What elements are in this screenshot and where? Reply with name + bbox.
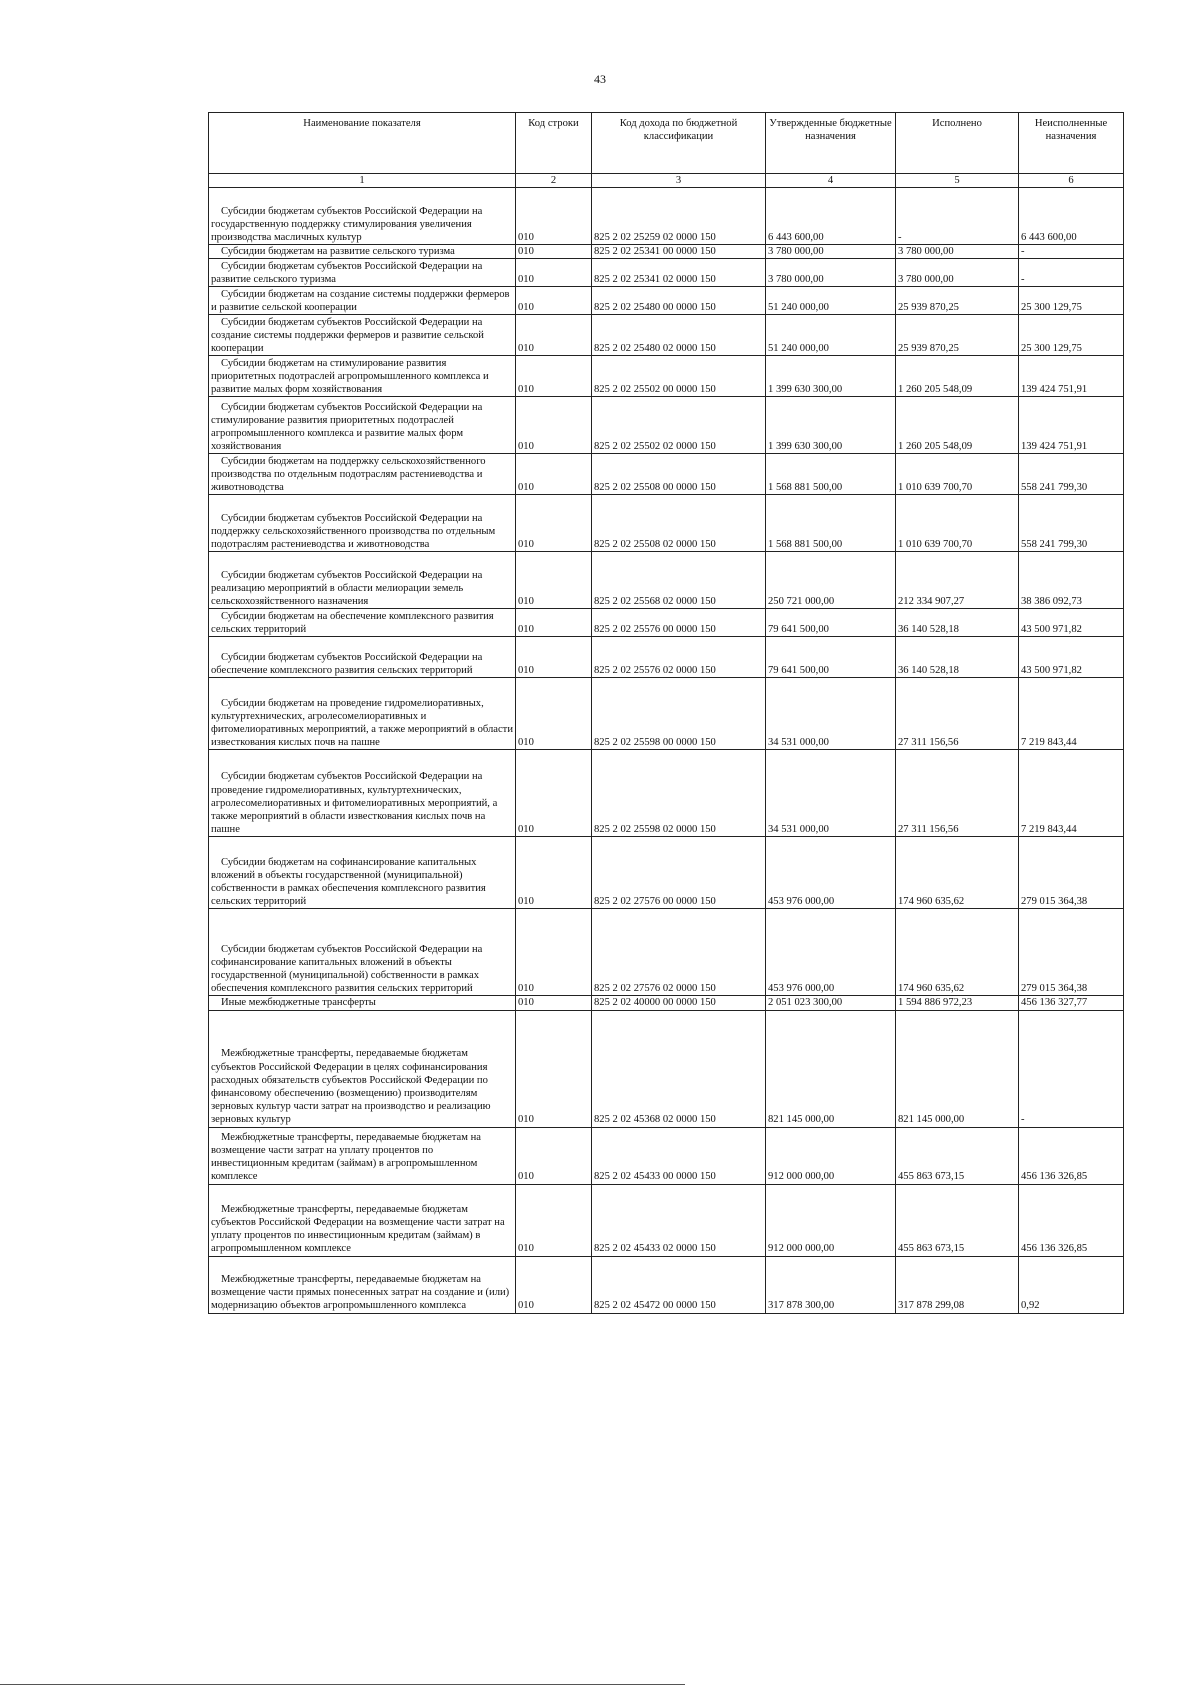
executed-amount: 3 780 000,00: [896, 259, 1019, 287]
header-line-code: Код строки: [516, 113, 592, 174]
line-code: 010: [516, 259, 592, 287]
indicator-name: Субсидии бюджетам на поддержку сельскохозяйственного производства по отдельным подотраслям растениеводства и животноводства: [209, 454, 516, 495]
table-row: [209, 245, 1124, 259]
income-code: 825 2 02 25576 00 0000 150: [592, 609, 766, 637]
income-code: 825 2 02 25508 02 0000 150: [592, 495, 766, 552]
indicator-name: Межбюджетные трансферты, передаваемые бюджетам на возмещение части прямых понесенных затрат на создание и (или) модернизацию объектов агропромышленного комплекса: [209, 1256, 516, 1313]
table-row: [209, 1010, 1124, 1127]
indicator-name: Субсидии бюджетам субъектов Российской Федерации на создание системы поддержки фермеров и развитие сельской кооперации: [209, 315, 516, 356]
line-code: 010: [516, 637, 592, 678]
table-row: [209, 750, 1124, 837]
approved-amount: 1 568 881 500,00: [766, 454, 896, 495]
executed-amount: 27 311 156,56: [896, 750, 1019, 837]
indicator-name: Иные межбюджетные трансферты: [209, 996, 516, 1010]
table-row: [209, 356, 1124, 397]
indicator-name: Субсидии бюджетам субъектов Российской Федерации на государственную поддержку стимулирования увеличения производства масличных культур: [209, 188, 516, 245]
table-row: [209, 259, 1124, 287]
executed-amount: 455 863 673,15: [896, 1127, 1019, 1184]
line-code: 010: [516, 1184, 592, 1256]
column-number: 4: [766, 174, 896, 188]
table-row: [209, 1127, 1124, 1184]
executed-amount: -: [896, 188, 1019, 245]
column-numbers-row: [209, 174, 1124, 188]
income-code: 825 2 02 27576 02 0000 150: [592, 909, 766, 996]
line-code: 010: [516, 750, 592, 837]
income-code: 825 2 02 25341 00 0000 150: [592, 245, 766, 259]
executed-amount: 36 140 528,18: [896, 637, 1019, 678]
income-code: 825 2 02 25576 02 0000 150: [592, 637, 766, 678]
line-code: 010: [516, 996, 592, 1010]
header-income-code: Код дохода по бюджетной классификации: [592, 113, 766, 174]
scan-edge-line: [0, 1684, 685, 1685]
approved-amount: 34 531 000,00: [766, 678, 896, 750]
unexecuted-amount: 279 015 364,38: [1019, 909, 1124, 996]
line-code: 010: [516, 678, 592, 750]
line-code: 010: [516, 1256, 592, 1313]
executed-amount: 25 939 870,25: [896, 315, 1019, 356]
line-code: 010: [516, 552, 592, 609]
table-row: [209, 678, 1124, 750]
income-code: 825 2 02 45433 00 0000 150: [592, 1127, 766, 1184]
table-row: [209, 495, 1124, 552]
income-code: 825 2 02 25598 02 0000 150: [592, 750, 766, 837]
approved-amount: 2 051 023 300,00: [766, 996, 896, 1010]
income-code: 825 2 02 45368 02 0000 150: [592, 1010, 766, 1127]
approved-amount: 821 145 000,00: [766, 1010, 896, 1127]
table-row: [209, 1256, 1124, 1313]
indicator-name: Субсидии бюджетам на проведение гидромелиоративных, культуртехнических, агролесомелиоративных и фитомелиоративных мероприятий, а также мероприятий в области известкования кислых почв на пашне: [209, 678, 516, 750]
unexecuted-amount: -: [1019, 245, 1124, 259]
approved-amount: 1 399 630 300,00: [766, 356, 896, 397]
executed-amount: 1 010 639 700,70: [896, 495, 1019, 552]
indicator-name: Субсидии бюджетам на софинансирование капитальных вложений в объекты государственной (муниципальной) собственности в рамках обеспечения комплексного развития сельских территорий: [209, 837, 516, 909]
income-code: 825 2 02 27576 00 0000 150: [592, 837, 766, 909]
unexecuted-amount: 43 500 971,82: [1019, 609, 1124, 637]
executed-amount: 1 594 886 972,23: [896, 996, 1019, 1010]
income-code: 825 2 02 25502 00 0000 150: [592, 356, 766, 397]
income-code: 825 2 02 25568 02 0000 150: [592, 552, 766, 609]
unexecuted-amount: 43 500 971,82: [1019, 637, 1124, 678]
page-number: 43: [594, 72, 606, 86]
budget-execution-table: [208, 112, 1124, 1314]
line-code: 010: [516, 356, 592, 397]
line-code: 010: [516, 287, 592, 315]
executed-amount: 1 010 639 700,70: [896, 454, 1019, 495]
unexecuted-amount: 6 443 600,00: [1019, 188, 1124, 245]
approved-amount: 34 531 000,00: [766, 750, 896, 837]
income-code: 825 2 02 45433 02 0000 150: [592, 1184, 766, 1256]
indicator-name: Субсидии бюджетам субъектов Российской Федерации на реализацию мероприятий в области мелиорации земель сельскохозяйственного назначения: [209, 552, 516, 609]
column-number: 5: [896, 174, 1019, 188]
table-row: [209, 552, 1124, 609]
line-code: 010: [516, 837, 592, 909]
unexecuted-amount: 456 136 326,85: [1019, 1127, 1124, 1184]
line-code: 010: [516, 1010, 592, 1127]
unexecuted-amount: 456 136 326,85: [1019, 1184, 1124, 1256]
income-code: 825 2 02 25508 00 0000 150: [592, 454, 766, 495]
executed-amount: 1 260 205 548,09: [896, 397, 1019, 454]
approved-amount: 51 240 000,00: [766, 287, 896, 315]
executed-amount: 1 260 205 548,09: [896, 356, 1019, 397]
table-row: [209, 287, 1124, 315]
header-row: [209, 113, 1124, 174]
line-code: 010: [516, 188, 592, 245]
executed-amount: 3 780 000,00: [896, 245, 1019, 259]
unexecuted-amount: 25 300 129,75: [1019, 315, 1124, 356]
approved-amount: 912 000 000,00: [766, 1127, 896, 1184]
line-code: 010: [516, 609, 592, 637]
table-row: [209, 188, 1124, 245]
approved-amount: 1 399 630 300,00: [766, 397, 896, 454]
header-indicator-name: Наименование показателя: [209, 113, 516, 174]
column-number: 3: [592, 174, 766, 188]
income-code: 825 2 02 25502 02 0000 150: [592, 397, 766, 454]
header-executed: Исполнено: [896, 113, 1019, 174]
unexecuted-amount: 139 424 751,91: [1019, 397, 1124, 454]
indicator-name: Субсидии бюджетам на обеспечение комплексного развития сельских территорий: [209, 609, 516, 637]
line-code: 010: [516, 397, 592, 454]
unexecuted-amount: 7 219 843,44: [1019, 750, 1124, 837]
approved-amount: 79 641 500,00: [766, 609, 896, 637]
approved-amount: 3 780 000,00: [766, 245, 896, 259]
executed-amount: 455 863 673,15: [896, 1184, 1019, 1256]
indicator-name: Субсидии бюджетам субъектов Российской Федерации на поддержку сельскохозяйственного производства по отдельным подотраслям растениеводства и животноводства: [209, 495, 516, 552]
unexecuted-amount: 38 386 092,73: [1019, 552, 1124, 609]
indicator-name: Межбюджетные трансферты, передаваемые бюджетам субъектов Российской Федерации в целях софинансирования расходных обязательств субъектов Российской Федерации по финансовому обеспечению (возмещению) производителям зерновых культур части затрат на производство и реализацию зерновых культур: [209, 1010, 516, 1127]
header-unexecuted: Неисполненные назначения: [1019, 113, 1124, 174]
income-code: 825 2 02 25480 00 0000 150: [592, 287, 766, 315]
table-row: [209, 315, 1124, 356]
table-row: [209, 1184, 1124, 1256]
indicator-name: Субсидии бюджетам на создание системы поддержки фермеров и развитие сельской кооперации: [209, 287, 516, 315]
income-code: 825 2 02 25341 02 0000 150: [592, 259, 766, 287]
indicator-name: Межбюджетные трансферты, передаваемые бюджетам на возмещение части затрат на уплату процентов по инвестиционным кредитам (займам) в агропромышленном комплексе: [209, 1127, 516, 1184]
executed-amount: 212 334 907,27: [896, 552, 1019, 609]
income-code: 825 2 02 40000 00 0000 150: [592, 996, 766, 1010]
header-approved: Утвержденные бюджетные назначения: [766, 113, 896, 174]
executed-amount: 821 145 000,00: [896, 1010, 1019, 1127]
income-code: 825 2 02 25259 02 0000 150: [592, 188, 766, 245]
indicator-name: Субсидии бюджетам субъектов Российской Федерации на обеспечение комплексного развития сельских территорий: [209, 637, 516, 678]
executed-amount: 36 140 528,18: [896, 609, 1019, 637]
approved-amount: 79 641 500,00: [766, 637, 896, 678]
income-code: 825 2 02 25598 00 0000 150: [592, 678, 766, 750]
column-number: 6: [1019, 174, 1124, 188]
income-code: 825 2 02 25480 02 0000 150: [592, 315, 766, 356]
executed-amount: 317 878 299,08: [896, 1256, 1019, 1313]
unexecuted-amount: 0,92: [1019, 1256, 1124, 1313]
table-row: [209, 397, 1124, 454]
unexecuted-amount: 7 219 843,44: [1019, 678, 1124, 750]
unexecuted-amount: 25 300 129,75: [1019, 287, 1124, 315]
income-code: 825 2 02 45472 00 0000 150: [592, 1256, 766, 1313]
column-number: 2: [516, 174, 592, 188]
unexecuted-amount: 456 136 327,77: [1019, 996, 1124, 1010]
column-number: 1: [209, 174, 516, 188]
approved-amount: 912 000 000,00: [766, 1184, 896, 1256]
line-code: 010: [516, 909, 592, 996]
indicator-name: Субсидии бюджетам на стимулирование развития приоритетных подотраслей агропромышленного комплекса и развитие малых форм хозяйствования: [209, 356, 516, 397]
table-row: [209, 637, 1124, 678]
line-code: 010: [516, 454, 592, 495]
indicator-name: Субсидии бюджетам субъектов Российской Федерации на софинансирование капитальных вложений в объекты государственной (муниципальной) собственности в рамках обеспечения комплексного развития сельских территорий: [209, 909, 516, 996]
table-row: [209, 454, 1124, 495]
line-code: 010: [516, 245, 592, 259]
indicator-name: Субсидии бюджетам на развитие сельского туризма: [209, 245, 516, 259]
unexecuted-amount: -: [1019, 1010, 1124, 1127]
approved-amount: 250 721 000,00: [766, 552, 896, 609]
unexecuted-amount: -: [1019, 259, 1124, 287]
approved-amount: 453 976 000,00: [766, 837, 896, 909]
indicator-name: Субсидии бюджетам субъектов Российской Федерации на развитие сельского туризма: [209, 259, 516, 287]
unexecuted-amount: 139 424 751,91: [1019, 356, 1124, 397]
unexecuted-amount: 279 015 364,38: [1019, 837, 1124, 909]
approved-amount: 317 878 300,00: [766, 1256, 896, 1313]
indicator-name: Межбюджетные трансферты, передаваемые бюджетам субъектов Российской Федерации на возмещение части затрат на уплату процентов по инвестиционным кредитам (займам) в агропромышленном комплексе: [209, 1184, 516, 1256]
line-code: 010: [516, 495, 592, 552]
executed-amount: 27 311 156,56: [896, 678, 1019, 750]
executed-amount: 174 960 635,62: [896, 909, 1019, 996]
table-row: [209, 996, 1124, 1010]
approved-amount: 453 976 000,00: [766, 909, 896, 996]
approved-amount: 51 240 000,00: [766, 315, 896, 356]
executed-amount: 25 939 870,25: [896, 287, 1019, 315]
approved-amount: 6 443 600,00: [766, 188, 896, 245]
executed-amount: 174 960 635,62: [896, 837, 1019, 909]
table-row: [209, 609, 1124, 637]
indicator-name: Субсидии бюджетам субъектов Российской Федерации на стимулирование развития приоритетных подотраслей агропромышленного комплекса и развитие малых форм хозяйствования: [209, 397, 516, 454]
unexecuted-amount: 558 241 799,30: [1019, 495, 1124, 552]
table-row: [209, 837, 1124, 909]
approved-amount: 3 780 000,00: [766, 259, 896, 287]
indicator-name: Субсидии бюджетам субъектов Российской Федерации на проведение гидромелиоративных, культуртехнических, агролесомелиоративных и фитомелиоративных мероприятий, а также мероприятий в области известкования кислых почв на пашне: [209, 750, 516, 837]
line-code: 010: [516, 315, 592, 356]
approved-amount: 1 568 881 500,00: [766, 495, 896, 552]
unexecuted-amount: 558 241 799,30: [1019, 454, 1124, 495]
line-code: 010: [516, 1127, 592, 1184]
table-row: [209, 909, 1124, 996]
